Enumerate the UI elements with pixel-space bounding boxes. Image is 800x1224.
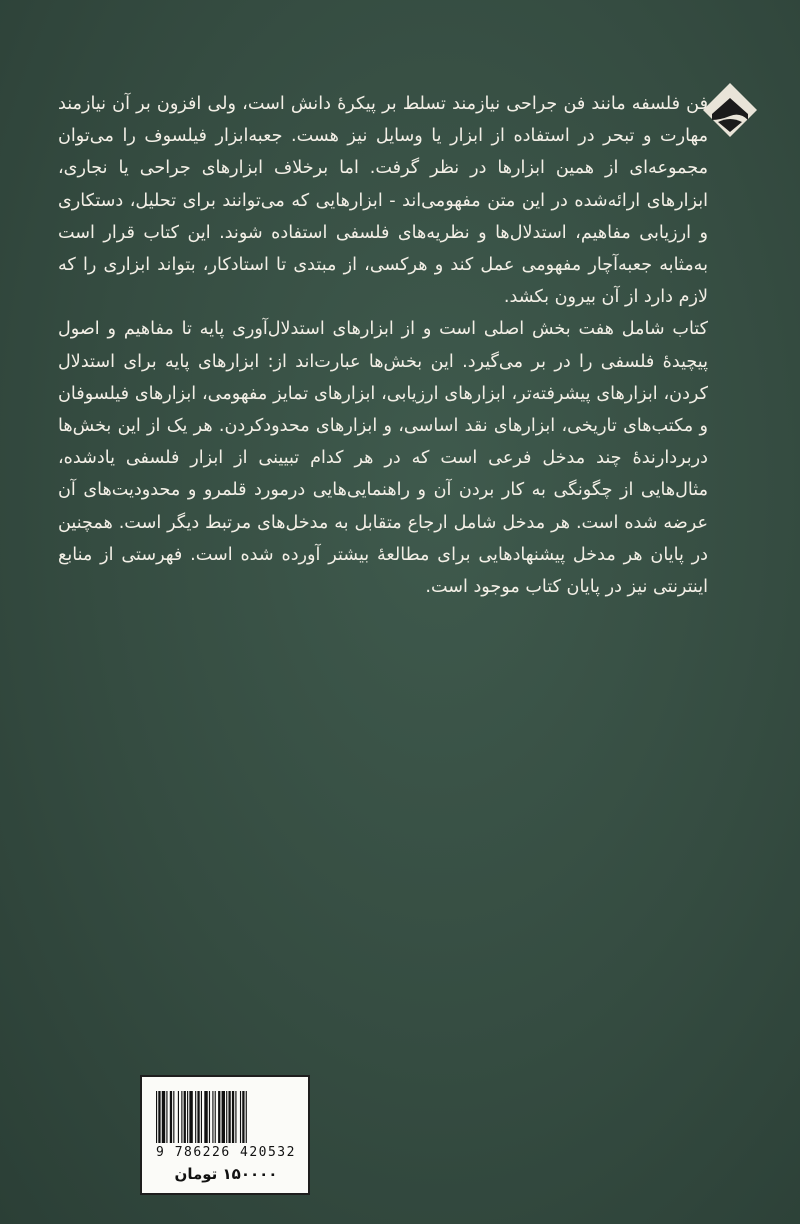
barcode-bar [228,1091,230,1143]
barcode-bar [166,1091,167,1143]
barcode-bar [156,1091,157,1143]
barcode-bar [173,1091,174,1143]
barcode-bar [162,1091,165,1143]
blurb-paragraph-2: کتاب شامل هفت بخش اصلی است و از ابزارهای استدلال‌آوری پایه تا مفاهیم و اصول پیچیدهٔ فلسفی را در بر می‌گیرد. این بخش‌ها عبارت‌اند از: ابزارهای پایه برای استدلال کردن، ابزارهای پیشرفته‌تر، ابزارهای ارزیابی، ابزارهای تمایز مفهومی، ابزارهای فیلسوفان و مکتب‌های تاریخی، ابزارهای نقد اساسی، و ابزارهای محدودکردن. هر یک از این بخش‌ها دربردارندهٔ چند مدخل فرعی است که در هر کدام تبیینی از ابزار فلسفی یادشده، مثال‌هایی از چگونگی به کار بردن آن و راهنمایی‌هایی درمورد قلمرو و محدودیت‌های آن عرضه شده است. هر مدخل شامل ارجاع متقابل به مدخل‌های مرتبط دیگر است. همچنین در پایان هر مدخل پیشنهادهایی برای مطالعهٔ بیشتر آورده شده است. فهرستی از منابع اینترنتی نیز در پایان کتاب موجود است. [58,319,708,598]
barcode-bar [189,1091,192,1143]
barcode-bar [218,1091,220,1143]
barcode-bar [215,1091,216,1143]
barcode-bar [184,1091,186,1143]
barcode-sticker [140,1075,310,1195]
barcode-bar [235,1091,236,1143]
barcode-bar [187,1091,188,1143]
barcode-bar [181,1091,182,1143]
barcode-bar [222,1091,225,1143]
barcode-bar [195,1091,196,1143]
publisher-logo-icon [700,80,760,140]
barcode-bar [226,1091,227,1143]
price-label: ۱۵۰۰۰۰ تومان [174,1165,278,1183]
barcode-icon [154,1091,300,1143]
barcode-bar [232,1091,234,1143]
barcode-bar [170,1091,172,1143]
barcode-bar [204,1091,207,1143]
barcode-bar [201,1091,202,1143]
blurb-paragraph-1: فن فلسفه مانند فن جراحی نیازمند تسلط بر پیکرهٔ دانش است، ولی افزون بر آن نیازمند مهارت و تبحر در استفاده از ابزار یا وسایل نیز هست. جعبه‌ابزار فیلسوف را می‌توان مجموعه‌ای از همین ابزارها در نظر گرفت. اما برخلاف ابزارهای جراحی یا نجاری، ابزارهای ارائه‌شده در این متن مفهومی‌اند - ابزارهایی که می‌توانند برای تحلیل، دستکاری و ارزیابی مفاهیم، استدلال‌ها و نظریه‌های فلسفی استفاده شوند. این کتاب قرار است به‌مثابه جعبه‌آچار مفهومی عمل کند و هرکسی، از مبتدی تا استادکار، بتواند ابزاری را که لازم دارد از آن بیرون بکشد. [58,94,708,308]
barcode-bar [212,1091,213,1143]
barcode-bar [158,1091,160,1143]
barcode-bar [242,1091,244,1143]
blurb-text [58,88,708,603]
isbn-number: 9 786226 420532 [156,1145,296,1160]
barcode-bar [246,1091,247,1143]
barcode-bar [209,1091,210,1143]
barcode-bar [197,1091,199,1143]
barcode-bar [240,1091,241,1143]
barcode-bar [178,1091,179,1143]
